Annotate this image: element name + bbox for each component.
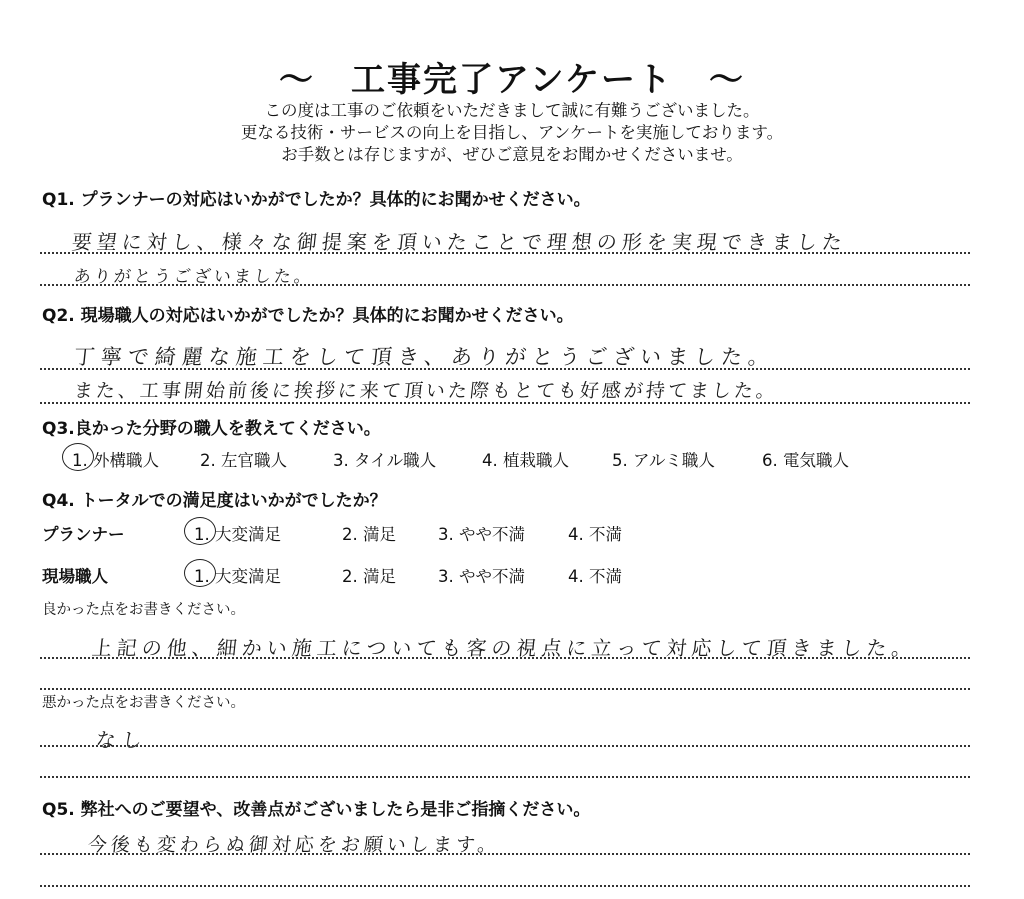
q2-answer-rule-1 bbox=[40, 368, 970, 370]
q4-craftsman-option-3: 3. やや不満 bbox=[438, 567, 525, 586]
q4-question: Q4. トータルでの満足度はいかがでしたか？ bbox=[42, 491, 387, 511]
q4-bad-answer: なし bbox=[94, 728, 150, 752]
q4-good-answer: 上記の他、細かい施工についても客の視点に立って対応して頂きました。 bbox=[90, 636, 918, 660]
q4-planner-option-4: 4. 不満 bbox=[568, 525, 622, 544]
q5-question: Q5. 弊社へのご要望や、改善点がございましたら是非ご指摘ください。 bbox=[42, 800, 591, 820]
q3-option-1: 1. 外構職人 bbox=[72, 451, 159, 470]
q2-answer-rule-2 bbox=[40, 402, 970, 404]
q4-bad-rule-2 bbox=[40, 776, 970, 778]
q3-option-2: 2. 左官職人 bbox=[200, 451, 287, 470]
q1-answer-rule-1 bbox=[40, 252, 970, 254]
q4-good-rule-2 bbox=[40, 688, 970, 690]
q1-answer-line-1: 要望に対し、様々な御提案を頂いたことで理想の形を実現できました bbox=[70, 230, 849, 254]
q4-craftsman-option-1: 1. 大変満足 bbox=[194, 567, 281, 586]
q4-planner-label: プランナー bbox=[42, 525, 125, 544]
q4-planner-option-1: 1. 大変満足 bbox=[194, 525, 281, 544]
q3-option-4: 4. 植栽職人 bbox=[482, 451, 569, 470]
q4-planner-option-3: 3. やや不満 bbox=[438, 525, 525, 544]
q5-rule-1 bbox=[40, 853, 970, 855]
q3-option-3: 3. タイル職人 bbox=[333, 451, 437, 470]
intro-line-2: 更なる技術・サービスの向上を目指し、アンケートを実施しております。 bbox=[240, 123, 784, 142]
q3-option-6: 6. 電気職人 bbox=[762, 451, 849, 470]
q4-bad-prompt: 悪かった点をお書きください。 bbox=[42, 695, 245, 711]
q1-answer-rule-2 bbox=[40, 284, 970, 286]
q4-craftsman-label: 現場職人 bbox=[42, 567, 108, 586]
q2-answer-line-2: また、工事開始前後に挨拶に来て頂いた際もとても好感が持てました。 bbox=[72, 380, 780, 402]
q4-planner-option-2: 2. 満足 bbox=[342, 525, 396, 544]
q2-answer-line-1: 丁寧で綺麗な施工をして頂き、ありがとうございました。 bbox=[72, 345, 777, 369]
q4-good-prompt: 良かった点をお書きください。 bbox=[42, 602, 245, 618]
q3-question: Q3.良かった分野の職人を教えてください。 bbox=[42, 419, 381, 439]
survey-title: ～ 工事完了アンケート ～ bbox=[279, 60, 745, 100]
q1-question: Q1. プランナーの対応はいかがでしたか？具体的にお聞かせください。 bbox=[42, 190, 591, 210]
intro-line-1: この度は工事のご依頼をいただきまして誠に有難うございました。 bbox=[264, 101, 760, 120]
intro-line-3: お手数とは存じますが、ぜひご意見をお聞かせくださいませ。 bbox=[281, 145, 743, 164]
q2-question: Q2. 現場職人の対応はいかがでしたか？具体的にお聞かせください。 bbox=[42, 306, 574, 326]
q5-rule-2 bbox=[40, 885, 970, 887]
q4-craftsman-option-4: 4. 不満 bbox=[568, 567, 622, 586]
q4-good-rule-1 bbox=[40, 657, 970, 659]
q4-craftsman-option-2: 2. 満足 bbox=[342, 567, 396, 586]
q4-bad-rule-1 bbox=[40, 745, 970, 747]
q3-option-5: 5. アルミ職人 bbox=[612, 451, 715, 470]
q1-answer-line-2: ありがとうございました。 bbox=[72, 267, 315, 287]
q5-answer: 今後も変わらぬ御対応をお願いします。 bbox=[86, 834, 502, 856]
